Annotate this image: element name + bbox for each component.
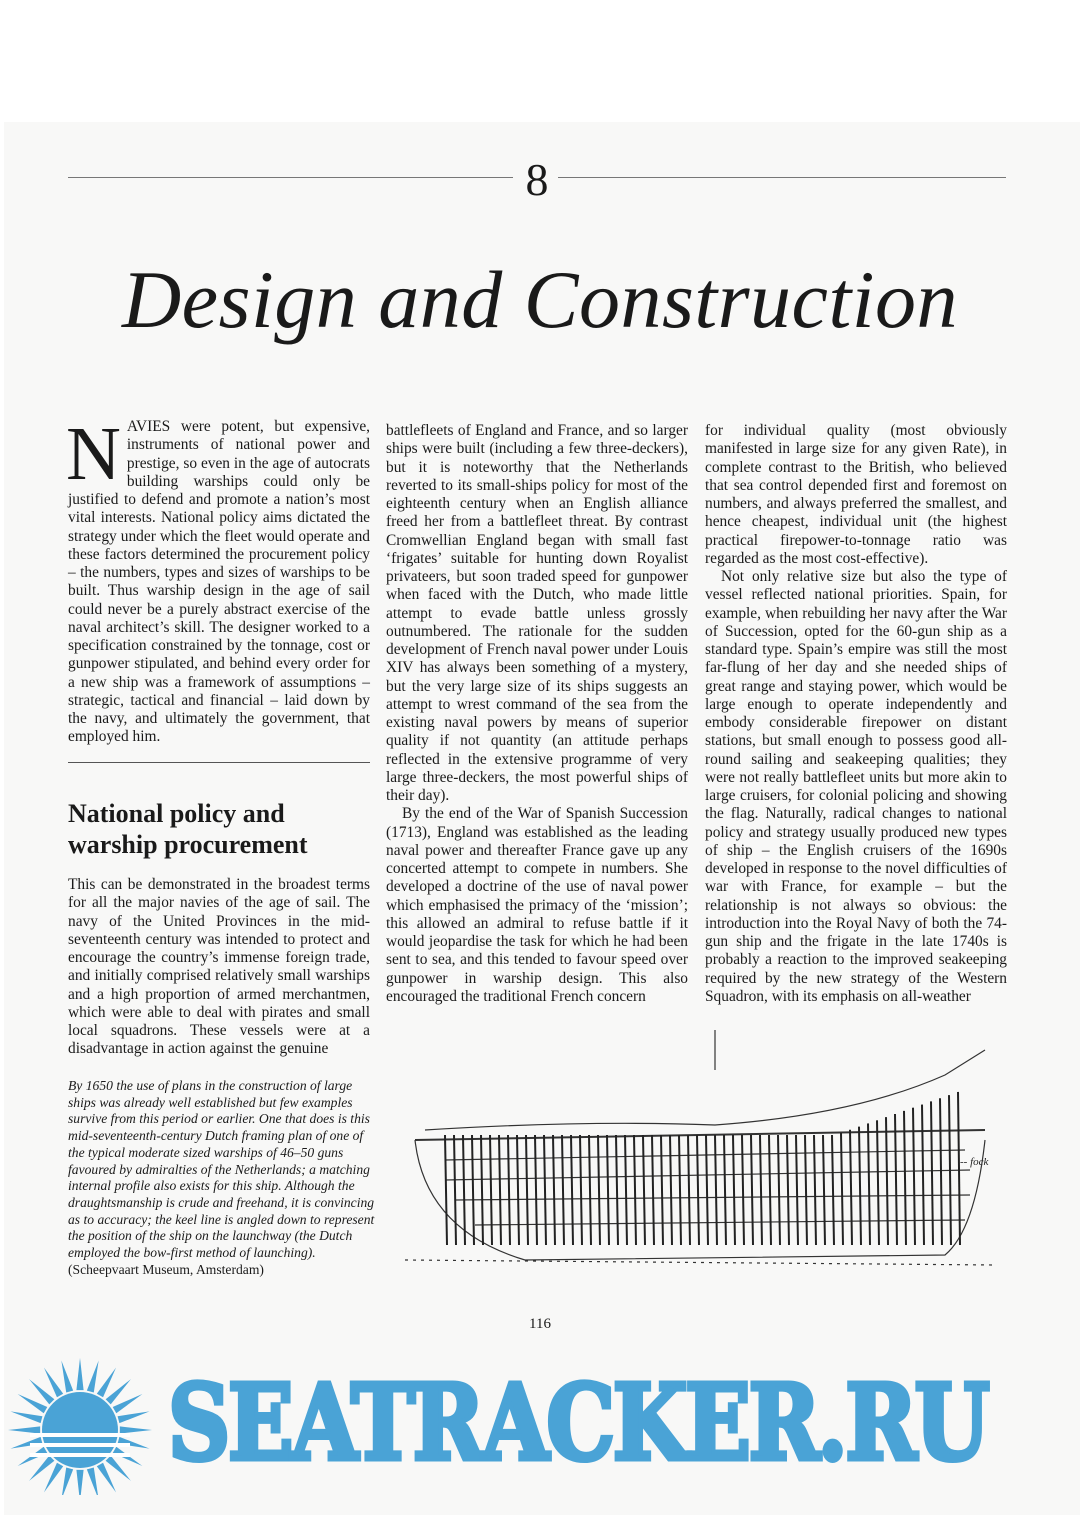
ship-rib <box>958 1092 960 1245</box>
sun-ray <box>61 1468 73 1495</box>
sun-ray <box>44 1463 63 1493</box>
ship-rib <box>751 1135 753 1245</box>
ship-rib <box>562 1135 564 1245</box>
ship-rib <box>607 1135 609 1245</box>
ship-rib <box>841 1133 843 1245</box>
column-3 <box>705 422 1007 1006</box>
ship-rib <box>814 1135 816 1245</box>
sun-ray <box>118 1411 150 1423</box>
section-heading: National policy and warship procurement <box>68 799 308 859</box>
paragraph: Not only relative size but also the type of vessel reflected national priorities. Spain, for example, when rebuilding her navy after the War of Succession, opted for the 60-gun ship as a standard type. Spain’s empire was still the most far-flung of her day and she needed ships of great range and staying power, which would be large enough to operate independently and embody considerable firepower on distant stations, but small enough to possess good all-round sailing and seakeeping qualities; they were not really battlefleet units but more akin to large cruisers, for colonial policing and showing the flag. Naturally, radical changes to national policy and strategy usually produced new types of ship – the English cruisers of the 1690s developed in response to the novel difficulties of war with France, for example – but the relationship is not always so obvious: the introduction into the Royal Navy of both the 74-gun ship and the frigate in the late 1740s is probably a reaction to the improved seakeeping required by the new strategy of the Western Squadron, with its emphasis on all-weather <box>705 568 1007 1005</box>
caption-credit: (Scheepvaart Museum, Amsterdam) <box>68 1261 264 1277</box>
ship-rib <box>859 1127 861 1245</box>
ship-rib <box>481 1135 483 1245</box>
ship-rib <box>463 1135 465 1245</box>
column-1-section <box>68 876 370 1059</box>
ship-rib <box>634 1135 636 1245</box>
ship-rib <box>571 1135 573 1245</box>
ship-rib <box>706 1135 708 1245</box>
ship-rib <box>823 1135 825 1245</box>
ship-rib <box>598 1135 600 1245</box>
sun-ray <box>106 1456 131 1481</box>
ship-rib <box>769 1135 771 1245</box>
ship-rib <box>796 1135 798 1245</box>
ship-rib <box>850 1130 852 1245</box>
paragraph: By the end of the War of Spanish Succession (1713), England was established as the leading naval power and thereafter France gave up any concerted attempt to compete in numbers. She developed a doctrine of the use of naval power which emphasised the primacy of the ‘mission’; this allowed an admiral to refuse battle if it would jeopardise the task for which he had been sent to sea, and this tended to favour speed over gunpower in warship design. This also encouraged the traditional French concern <box>386 805 688 1005</box>
ship-rib <box>742 1135 744 1245</box>
figure-caption <box>68 1078 378 1278</box>
ship-rib <box>868 1123 870 1245</box>
watermark-label: SEATRACKER.RU <box>168 1361 988 1484</box>
paragraph: battlefleets of England and France, and so larger ships were built (including a few three-deckers), but it is noteworthy that the Netherlands reverted to its small-ships policy for most of the eighteenth century when an English alliance freed her from a battlefleet threat. By contrast Cromwellian England began with small fast ‘frigates’ suitable for hunting down Royalist privateers, but soon traded speed for gunpower when faced with the Dutch, who made little attempt to evade battle unless grossly outnumbered. The rationale for the sudden development of French naval power under Louis XIV has always been something of a mystery, but the very large size of its ships suggests an attempt to wrest command of the sea from the existing naval powers by means of superior quality if not quantity (an attitude perhaps reflected in the extensive programme of very large three-deckers, the most powerful ships of their day). <box>386 422 688 804</box>
ship-rib <box>517 1135 519 1245</box>
sun-ray <box>97 1368 116 1398</box>
sun-ray <box>76 1470 83 1495</box>
ship-rib <box>787 1135 789 1245</box>
ship-rib <box>652 1135 654 1245</box>
ship-rib <box>877 1120 879 1245</box>
ship-rib <box>580 1135 582 1245</box>
chapter-number: 8 <box>525 154 549 205</box>
sun-ray <box>44 1368 63 1398</box>
paragraph: for individual quality (most obviously manifested in large size for any given Rate), in complete contrast to the British, who believed that sea control depended first and foremost on numbers, and always preferred the smallest, and hence cheapest, individual unit (the highest practical firepower-to-tonnage ratio was regarded as the most cost-effective). <box>705 422 1007 567</box>
section-paragraph: This can be demonstrated in the broadest terms for all the major navies of the age of sail. The navy of the United Provinces in the mid-seventeenth century was intended to protect and encourage the country’s immense foreign trade, and initially comprised relatively small warships and a high proportion of armed merchantmen, which were able to deal with pirates and small local squadrons. These vessels were at a disadvantage in action against the genuine <box>68 876 370 1058</box>
intro-paragraph: AVIES were potent, but expensive, instruments of national power and prestige, so even in the age of autocrats building warships could only be justified to defend and promote a nation’s most vital interests. National policy aims dictated the strategy under which the fleet would operate and these factors determined the procurement policy – the numbers, types and sizes of warships to be built. Thus warship design in the age of sail could never be a purely abstract exercise of the naval architect’s skill. The designer worked to a specification constrained by the tonnage, cost or gunpower stipulated, and behind every order for a new ship was a framework of assumptions – strategic, tactical and financial – laid down by the navy, and ultimately the government, that employed him. <box>68 418 370 746</box>
sun-ray <box>29 1456 54 1481</box>
ship-rib <box>544 1135 546 1245</box>
sun-ray <box>87 1360 99 1392</box>
sun-ray <box>76 1358 83 1390</box>
column-1 <box>66 412 370 747</box>
sun-ray <box>106 1379 131 1404</box>
ship-rib <box>535 1135 537 1245</box>
sun-ray <box>61 1360 73 1392</box>
ship-rib <box>445 1135 447 1245</box>
ship-rib <box>778 1135 780 1245</box>
ship-rib <box>715 1135 717 1245</box>
ship-rib <box>661 1135 663 1245</box>
sun-ray <box>97 1463 116 1493</box>
chapter-number-header <box>68 155 1006 205</box>
drop-cap: N <box>66 412 121 496</box>
ship-rib <box>895 1114 897 1245</box>
ship-rib <box>805 1135 807 1245</box>
sun-ray <box>8 1426 40 1433</box>
ship-rib <box>724 1135 726 1245</box>
ship-rib <box>670 1135 672 1245</box>
ship-rib <box>643 1135 645 1245</box>
ship-rib <box>913 1108 915 1245</box>
ship-rib <box>886 1117 888 1245</box>
svg-text:-- fock: -- fock <box>960 1156 989 1168</box>
sun-ray <box>18 1394 48 1413</box>
ship-rib <box>472 1135 474 1245</box>
ship-rib <box>553 1135 555 1245</box>
ship-rib <box>688 1135 690 1245</box>
ship-rib <box>616 1135 618 1245</box>
sun-ray <box>29 1379 54 1404</box>
sun-ray <box>113 1394 143 1413</box>
page-number: 116 <box>529 1316 551 1332</box>
ship-rib <box>697 1135 699 1245</box>
ship-rib <box>760 1135 762 1245</box>
ship-rib <box>940 1098 942 1245</box>
watermark-text <box>168 1363 987 1483</box>
caption-text: By 1650 the use of plans in the construction of large ships was already well established but few examples survive from this period or earlier. One that does is this mid-seventeenth-century Dutch framing plan of one of the typical moderate sized warships of 46–50 guns favoured by admiralties of the Netherlands; a matching internal profile also exists for this ship. Although the draughtsmanship is crude and freehand, it is convincing as to accuracy; the keel line is angled down to represent the position of the ship on the launchway (the Dutch employed the bow-first method of launching). <box>68 1078 375 1261</box>
ship-rib <box>490 1135 492 1245</box>
ship-rib <box>526 1135 528 1245</box>
watermark <box>0 1355 1080 1495</box>
column-2 <box>386 422 688 1006</box>
sun-logo-icon <box>0 1355 170 1495</box>
sun-ray <box>87 1468 99 1495</box>
ship-rib <box>589 1135 591 1245</box>
ship-rib <box>454 1135 456 1245</box>
ship-framing-plan-drawing <box>385 1030 1010 1290</box>
section-divider <box>68 762 370 763</box>
sun-ray <box>10 1411 42 1423</box>
ship-rib <box>922 1105 924 1245</box>
ship-rib <box>733 1135 735 1245</box>
ship-rib <box>931 1101 933 1245</box>
ship-rib <box>832 1135 834 1245</box>
ship-rib <box>508 1135 510 1245</box>
ship-rib <box>949 1095 951 1245</box>
ship-rib <box>679 1135 681 1245</box>
chapter-title: Design and Construction <box>121 254 959 345</box>
sun-ray <box>120 1426 152 1433</box>
ship-rib <box>625 1135 627 1245</box>
ship-rib <box>499 1135 501 1245</box>
